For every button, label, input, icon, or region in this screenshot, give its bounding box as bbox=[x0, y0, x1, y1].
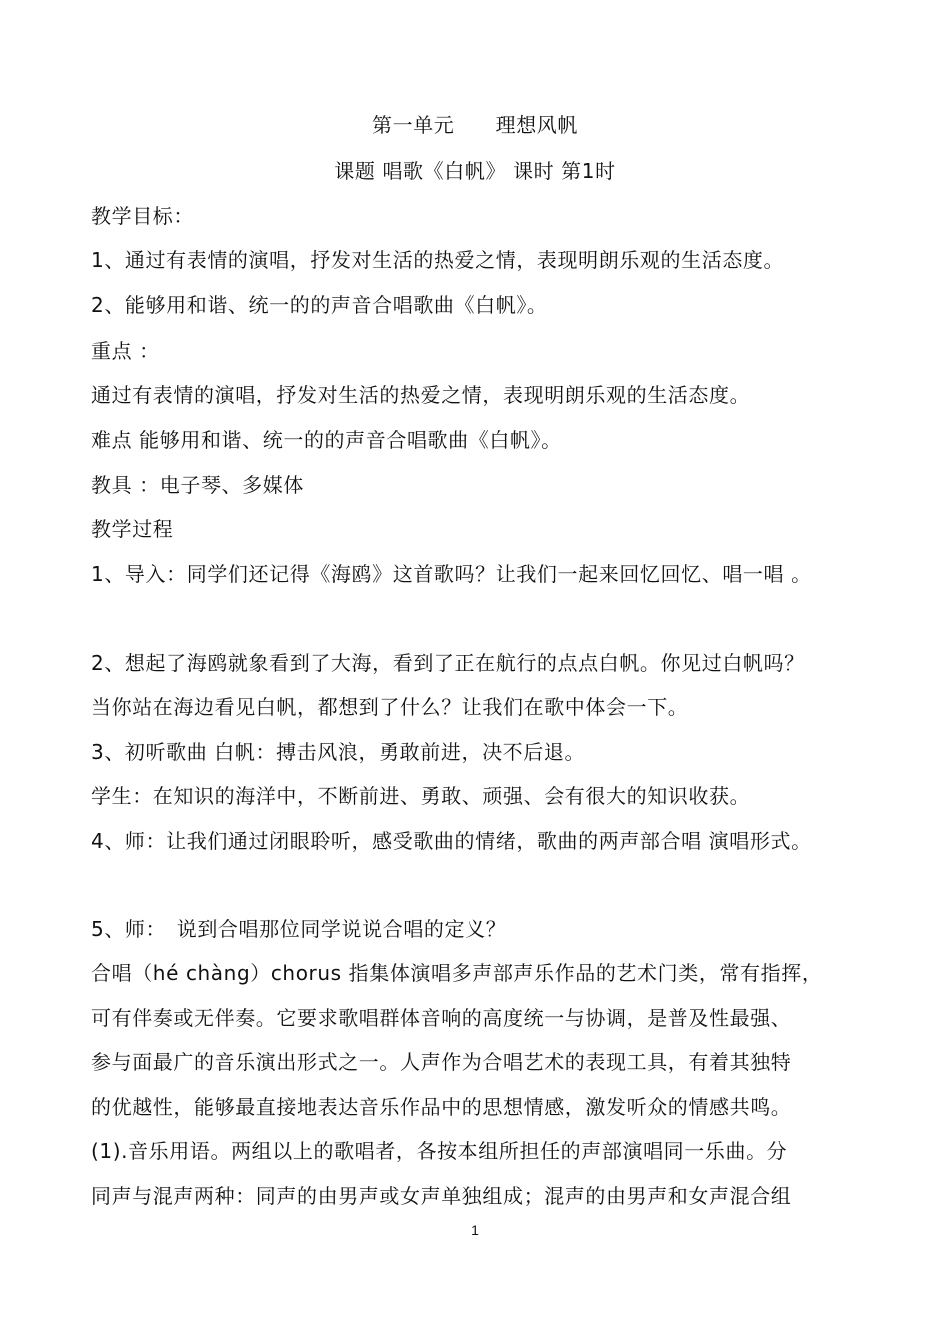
process-step-1: 1、导入：同学们还记得《海鸥》这首歌吗？让我们一起来回忆回忆、唱一唱 。 bbox=[91, 562, 812, 586]
chorus-definition-line-3: 参与面最广的音乐演出形式之一。人声作为合唱艺术的表现工具，有着其独特 bbox=[91, 1050, 792, 1074]
key-point-heading: 重点 ： bbox=[91, 339, 160, 363]
goal-2: 2、能够用和谐、统一的的声音合唱歌曲《白帆》。 bbox=[91, 293, 548, 317]
teaching-goals-heading: 教学目标： bbox=[91, 204, 194, 228]
lesson-heading: 课题 唱歌《白帆》 课时 第1时 bbox=[334, 159, 616, 183]
chorus-definition-line-2: 可有伴奏或无伴奏。它要求歌唱群体音响的高度统一与协调，是普及性最强、 bbox=[91, 1006, 792, 1030]
teaching-aids: 教具 ：电子琴、多媒体 bbox=[91, 473, 304, 497]
process-step-5: 5、师： 说到合唱那位同学说说合唱的定义？ bbox=[91, 917, 507, 941]
chorus-definition-line-1: 合唱（hé chàng）chorus 指集体演唱多声部声乐作品的艺术门类，常有指挥， bbox=[91, 961, 823, 985]
teaching-process-heading: 教学过程 bbox=[91, 517, 174, 541]
process-step-2: 2、想起了海鸥就象看到了大海，看到了正在航行的点点白帆。你见过白帆吗？ bbox=[91, 651, 805, 675]
page-number: 1 bbox=[471, 1222, 479, 1238]
process-step-3: 3、初听歌曲 白帆：搏击风浪，勇敢前进，决不后退。 bbox=[91, 740, 586, 764]
music-term-line-1: (1).音乐用语。两组以上的歌唱者，各按本组所担任的声部演唱同一乐曲。分 bbox=[91, 1139, 788, 1163]
process-step-4: 4、师：让我们通过闭眼聆听，感受歌曲的情绪，歌曲的两声部合唱 演唱形式。 bbox=[91, 829, 812, 853]
music-term-line-2: 同声与混声两种：同声的由男声或女声单独组成；混声的由男声和女声混合组 bbox=[91, 1184, 792, 1208]
process-step-2-continued: 当你站在海边看见白帆，都想到了什么？让我们在歌中体会一下。 bbox=[91, 695, 689, 719]
unit-title: 第一单元 理想风帆 bbox=[372, 113, 578, 137]
goal-1: 1、通过有表情的演唱，抒发对生活的热爱之情，表现明朗乐观的生活态度。 bbox=[91, 248, 785, 272]
student-response: 学生：在知识的海洋中，不断前进、勇敢、顽强、会有很大的知识收获。 bbox=[91, 784, 751, 808]
key-point-text: 通过有表情的演唱，抒发对生活的热爱之情，表现明朗乐观的生活态度。 bbox=[91, 383, 751, 407]
difficulty-text: 难点 能够用和谐、统一的的声音合唱歌曲《白帆》。 bbox=[91, 428, 562, 452]
chorus-definition-line-4: 的优越性，能够最直接地表达音乐作品中的思想情感，激发听众的情感共鸣。 bbox=[91, 1095, 792, 1119]
